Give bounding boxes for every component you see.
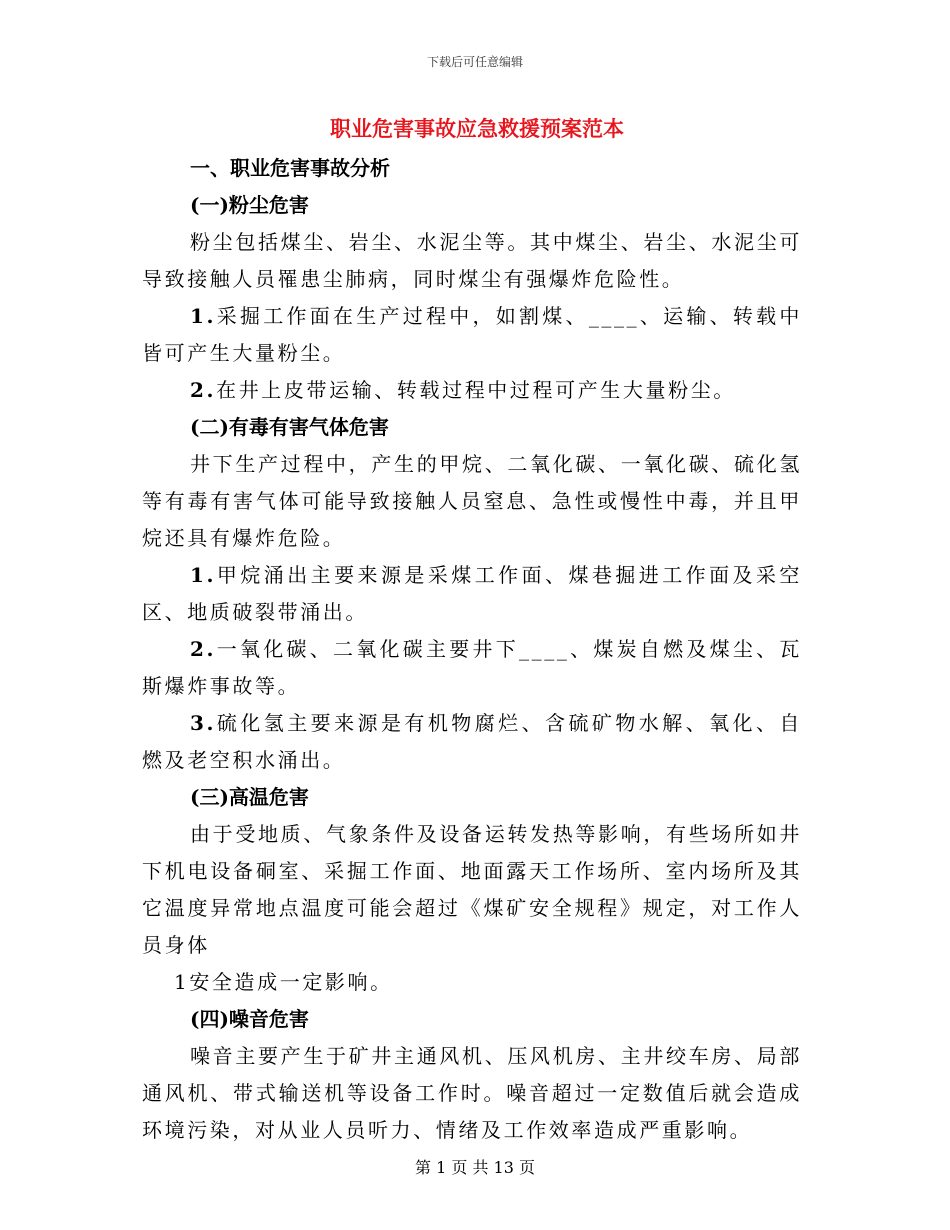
list-item: [142, 631, 802, 705]
page-footer: 第 1 页 共 13 页: [415, 1158, 535, 1177]
subsection-heading-noise: (四)噪音危害: [190, 1007, 309, 1031]
list-item: [142, 372, 802, 409]
header-note: 下载后可任意编辑: [426, 55, 523, 69]
item-number: 1.: [190, 563, 217, 587]
item-text: 硫化氢主要来源是有机物腐烂、含硫矿物水解、氧化、自燃及老空积水涌出。: [142, 711, 802, 772]
paragraph: 粉尘包括煤尘、岩尘、水泥尘等。其中煤尘、岩尘、水泥尘可导致接触人员罹患尘肺病，同时煤尘有强爆炸危险性。: [142, 230, 802, 291]
list-item: [142, 705, 802, 779]
paragraph: 噪音主要产生于矿井主通风机、压风机房、主井绞车房、局部通风机、带式输送机等设备工作时。噪音超过一定数值后就会造成环境污染，对从业人员听力、情绪及工作效率造成严重影响。: [142, 1044, 802, 1142]
item-text: 甲烷涌出主要来源是采煤工作面、煤巷掘进工作面及采空区、地质破裂带涌出。: [142, 563, 802, 624]
item-number: 2.: [190, 378, 217, 402]
paragraph: 井下生产过程中，产生的甲烷、二氧化碳、一氧化碳、硫化氢等有毒有害气体可能导致接触人员窒息、急性或慢性中毒，并且甲烷还具有爆炸危险。: [142, 452, 802, 550]
document-body: [142, 112, 802, 1149]
item-text: 采掘工作面在生产过程中，如割煤、____、运输、转载中皆可产生大量粉尘。: [142, 304, 802, 365]
subsection-heading-gas: (二)有毒有害气体危害: [190, 415, 389, 439]
item-text: 一氧化碳、二氧化碳主要井下____、煤炭自燃及煤尘、瓦斯爆炸事故等。: [142, 637, 802, 698]
subsection-heading-heat: (三)高温危害: [190, 785, 309, 809]
list-item: [142, 298, 802, 372]
document-title: 职业危害事故应急救援预案范本: [330, 116, 624, 141]
paragraph: 由于受地质、气象条件及设备运转发热等影响，有些场所如井下机电设备硐室、采掘工作面、地面露天工作场所、室内场所及其它温度异常地点温度可能会超过《煤矿安全规程》规定，对工作人员身体: [142, 822, 802, 957]
item-number: 2.: [190, 637, 217, 661]
item-number: 1.: [190, 304, 217, 328]
paragraph-continuation: 1安全造成一定影响。: [174, 970, 393, 994]
subsection-heading-dust: (一)粉尘危害: [190, 193, 309, 217]
list-item: [142, 557, 802, 631]
item-number: 3.: [190, 711, 217, 735]
item-text: 在井上皮带运输、转载过程中过程可产生大量粉尘。: [216, 378, 736, 402]
section-heading: 一、职业危害事故分析: [190, 156, 390, 180]
